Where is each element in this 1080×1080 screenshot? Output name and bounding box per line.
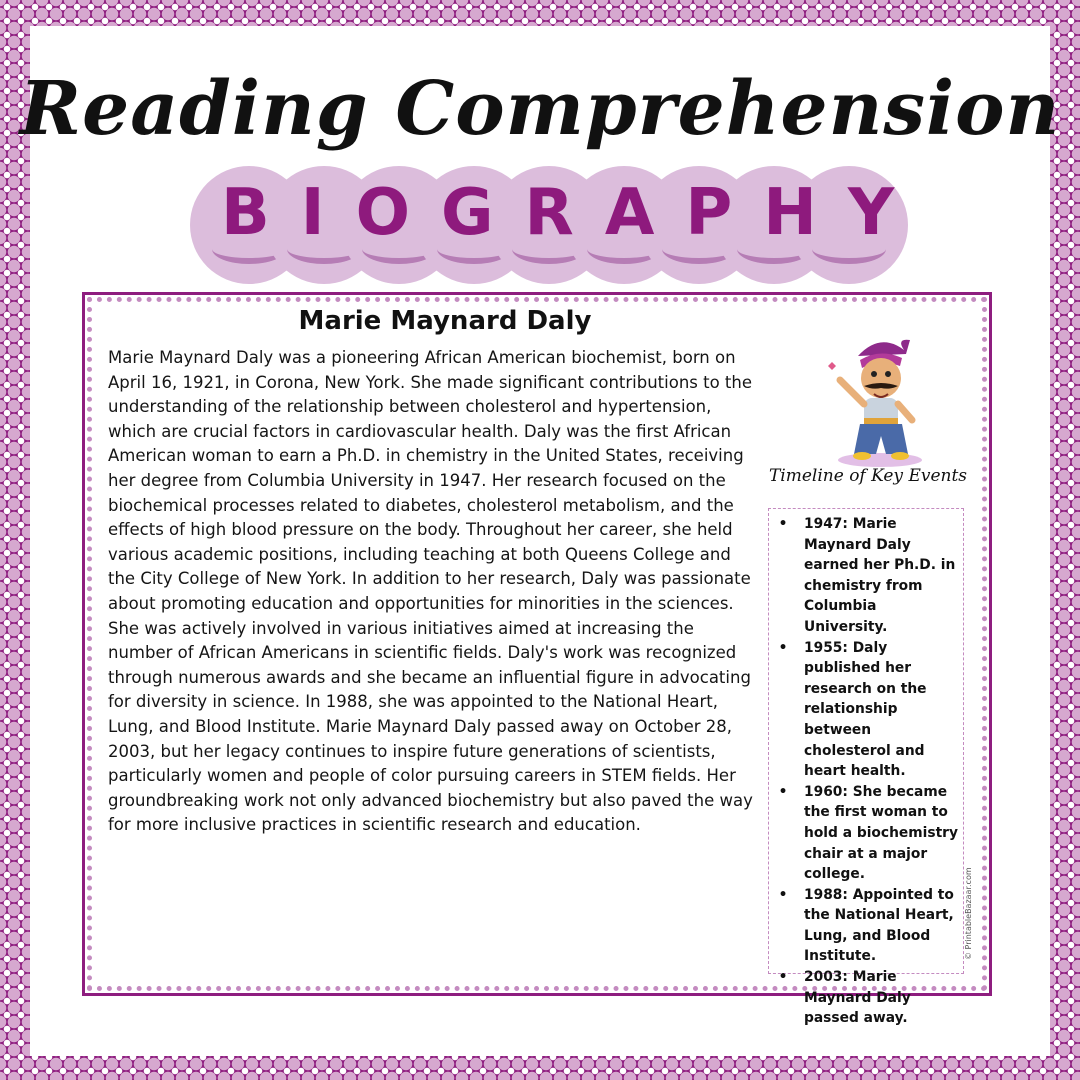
biography-text: Marie Maynard Daly was a pioneering African American biochemist, born on April 16, 1921, in Corona, New York. She made significant contributions to the understanding of the relationship between cholesterol and hypertension, which are crucial factors in cardiovascular health. Daly was the first African American woman to earn a Ph.D. in chemistry in the United States, receiving her degree from Columbia University in 1947. Her research focused on the biochemical processes related to diabetes, cholesterol metabolism, and the effects of high blood pressure on the body. Throughout her career, she held various academic positions, including teaching at both Queens College and the City College of New York. In addition to her research, Daly was passionate about promoting education and opportunities for minorities in the sciences. She was actively involved in various initiatives aimed at increasing the number of African Americans in scientific fields. Daly's work was recognized through numerous awards and she became an influential figure in advocating for diversity in science. In 1988, she was appointed to the National Heart, Lung, and Blood Institute. Marie Maynard Daly passed away on October 28, 2003, but her legacy continues to inspire future generations of scientists, particularly women and people of color pursuing careers in STEM fields. Her groundbreaking work not only advanced biochemistry but also paved the way for more inclusive practices in scientific research and education. [108,348,753,835]
timeline-item [778,638,960,782]
timeline-item-text: 1960: She became the first woman to hold a biochemistry chair at a major college. [804,783,958,883]
bullet-icon: • [778,639,788,656]
copyright-credit: © PrintableBazaar.com [964,867,973,960]
biography-name: Marie Maynard Daly [298,306,592,336]
timeline-item [778,782,960,885]
timeline-item [778,967,960,1029]
page-title: Reading Comprehension [19,66,1061,152]
timeline-item [778,514,960,638]
cartoon-character-icon [800,320,950,470]
timeline-item-text: 1988: Appointed to the National Heart, Lung, and Blood Institute. [804,886,954,965]
timeline-item-text: 1947: Marie Maynard Daly earned her Ph.D. in chemistry from Columbia University. [804,516,956,635]
bullet-icon: • [778,783,788,800]
timeline-item-text: 2003: Marie Maynard Daly passed away. [804,969,911,1027]
timeline-title: Timeline of Key Events [768,466,968,486]
timeline-list [778,514,960,1029]
page-subtitle: BIOGRAPHY [221,176,926,250]
bullet-icon: • [778,886,788,903]
bullet-icon: • [778,969,788,986]
bullet-icon: • [778,516,788,532]
timeline-item [778,885,960,967]
timeline-item-text: 1955: Daly published her research on the relationship between cholesterol and heart health. [804,639,927,780]
